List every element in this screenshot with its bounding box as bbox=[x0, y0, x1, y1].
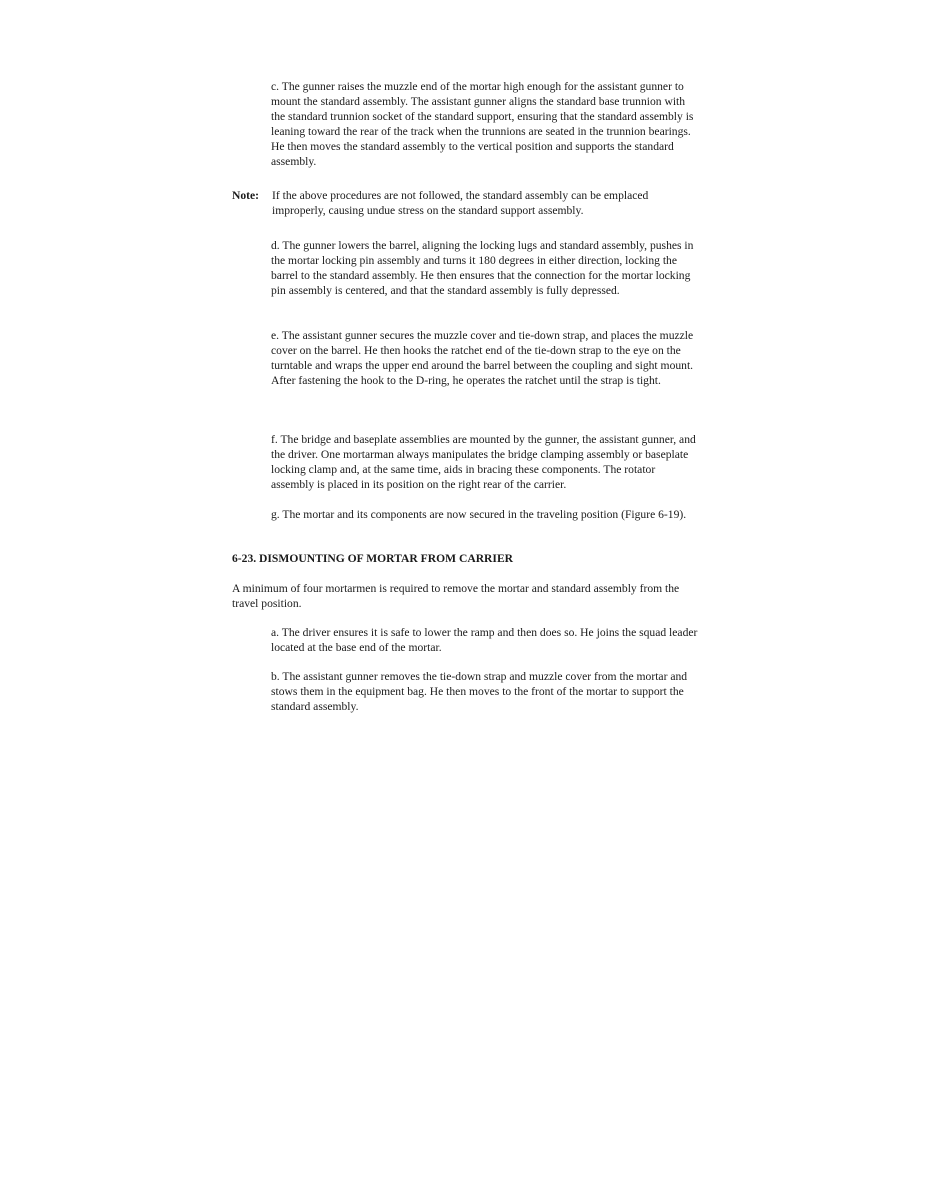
paragraph-e: e. The assistant gunner secures the muzzle cover and tie-down strap, and places the muzzle cover on the barrel. He then hooks the ratchet end of the tie-down strap to the eye on the turntable and wraps the upper end around the barrel between the coupling and sight mount. After fastening the hook to the D-ring, he operates the ratchet until the strap is tight. bbox=[271, 329, 694, 387]
paragraph-f: f. The bridge and baseplate assemblies are mounted by the gunner, the assistant gunner, and the driver. One mortarman always manipulates the bridge clamping assembly or baseplate locking clamp and, at the same time, aids in bracing these components. The rotator assembly is placed in its position on the right rear of the carrier. bbox=[271, 433, 696, 491]
paragraph-a: a. The driver ensures it is safe to lower the ramp and then does so. He joins the squad leader located at the base end of the mortar. bbox=[271, 626, 698, 654]
note-text: If the above procedures are not followed, the standard assembly can be emplaced improperly, causing undue stress on the standard support assembly. bbox=[272, 189, 649, 217]
section-intro: A minimum of four mortarmen is required to remove the mortar and standard assembly from the travel position. bbox=[232, 582, 680, 610]
section-heading: 6-23. DISMOUNTING OF MORTAR FROM CARRIER bbox=[232, 552, 514, 565]
paragraph-c: c. The gunner raises the muzzle end of the mortar high enough for the assistant gunner to mount the standard assembly. The assistant gunner aligns the standard base trunnion with the standard trunnion socket of the standard support, ensuring that the standard assembly is leaning toward the rear of the track when the trunnions are seated in the trunnion bearings. He then moves the standard assembly to the vertical position and supports the standard assembly. bbox=[271, 80, 694, 168]
note-block bbox=[232, 188, 702, 220]
note-label: Note: bbox=[232, 189, 260, 202]
paragraph-b: b. The assistant gunner removes the tie-down strap and muzzle cover from the mortar and stows them in the equipment bag. He then moves to the front of the mortar to support the standard assembly. bbox=[271, 670, 688, 713]
paragraph-d: d. The gunner lowers the barrel, aligning the locking lugs and standard assembly, pushes in the mortar locking pin assembly and turns it 180 degrees in either direction, locking the barrel to the standard assembly. He then ensures that the connection for the mortar locking pin assembly is centered, and that the standard assembly is fully depressed. bbox=[271, 239, 694, 297]
paragraph-g: g. The mortar and its components are now secured in the traveling position (Figure 6-19). bbox=[271, 508, 687, 521]
